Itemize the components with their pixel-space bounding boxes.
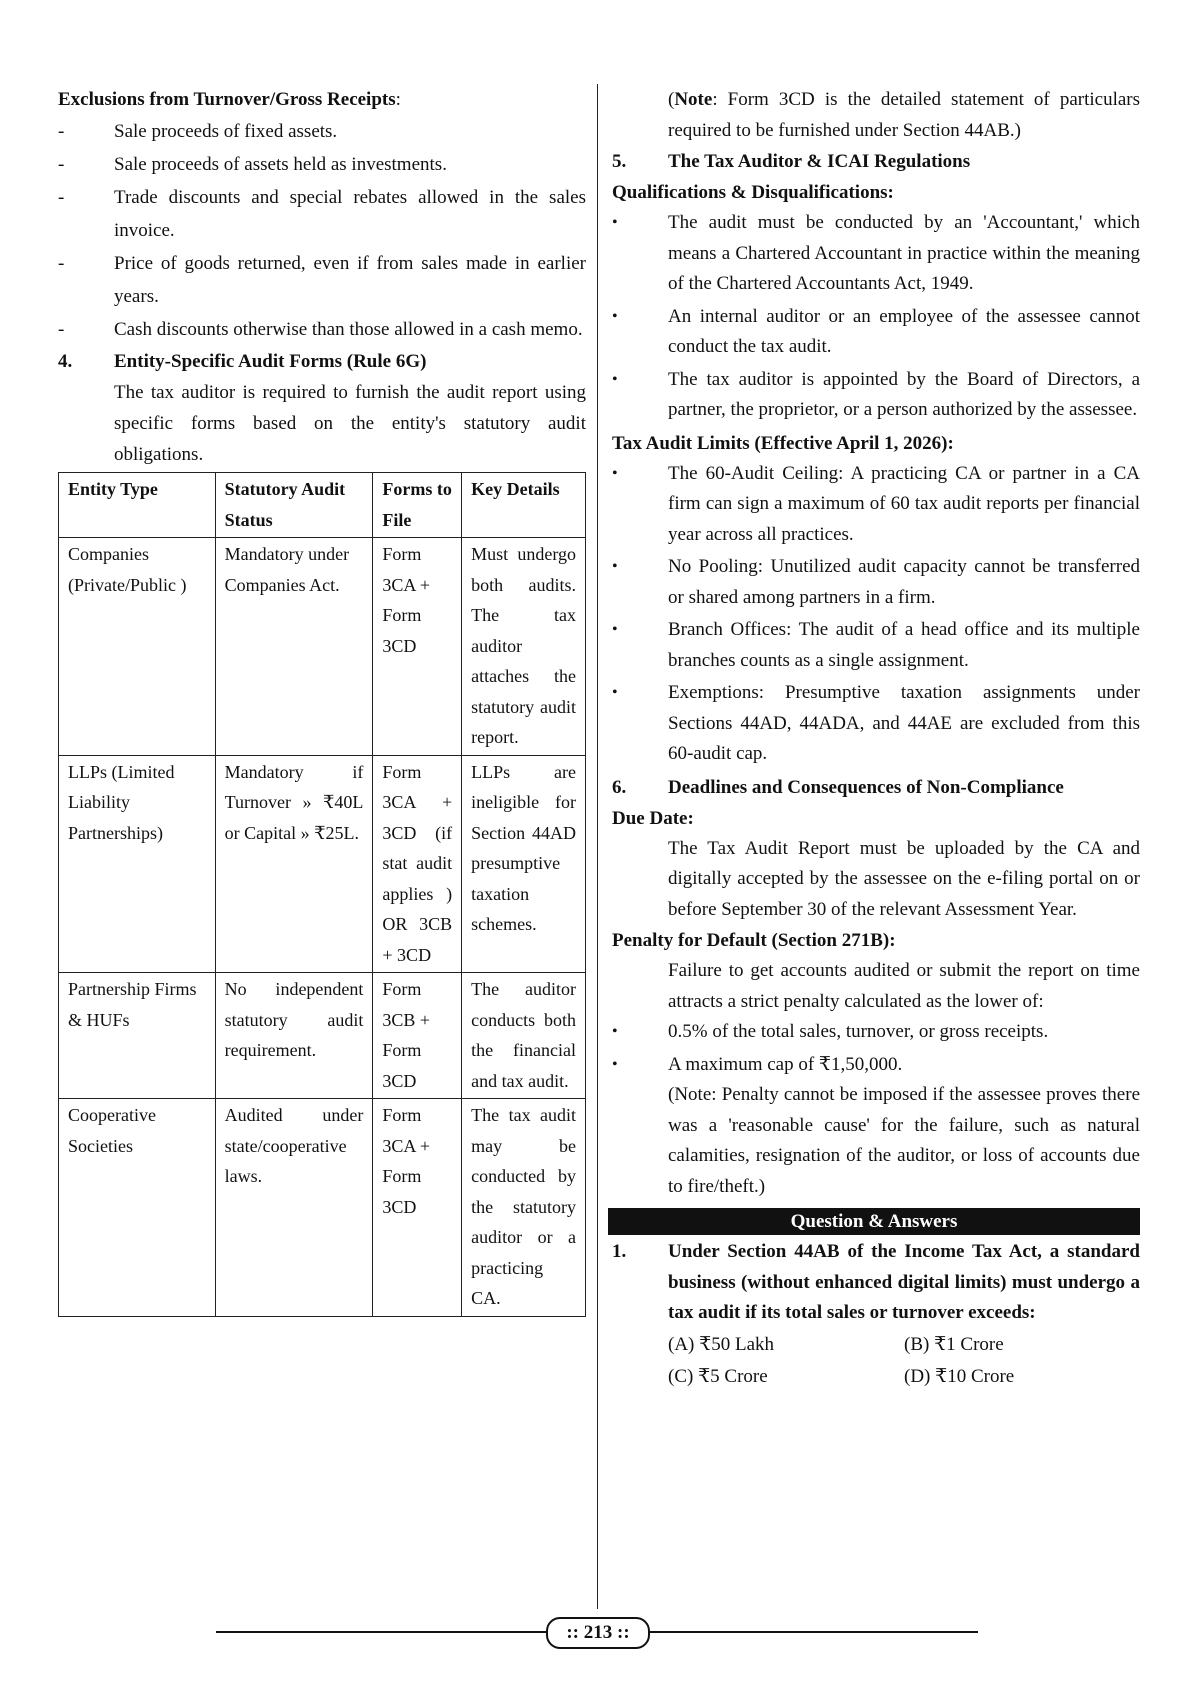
question-1-options-row (612, 1329, 1140, 1361)
dash-marker: - (58, 154, 65, 175)
list-item (612, 208, 1140, 300)
footer-rule-right (648, 1631, 978, 1633)
question-1 (612, 1237, 1140, 1329)
table-header-cell: Key Details (462, 473, 586, 538)
question-1-options-row (612, 1361, 1140, 1393)
tax-audit-limits-heading: Tax Audit Limits (Effective April 1, 2026): (612, 432, 954, 454)
list-item (58, 247, 586, 313)
list-item-text: Sale proceeds of fixed assets. (114, 121, 338, 142)
column-divider (597, 84, 598, 1609)
exclusions-list (58, 115, 586, 346)
bullet-marker: • (612, 370, 618, 388)
qualifications-heading: Qualifications & Disqualifications: (612, 182, 894, 203)
exclusions-colon: : (395, 89, 401, 110)
table-row (59, 755, 586, 973)
table-cell: LLPs (Limited Liability Partnerships) (59, 755, 216, 973)
bullet-marker: • (612, 464, 618, 482)
list-item (58, 181, 586, 247)
table-cell: Cooperative Societies (59, 1099, 216, 1317)
due-date-heading: Due Date: (612, 807, 694, 829)
list-item (612, 552, 1140, 613)
list-item-text: No Pooling: Unutilized audit capacity cannot be transferred or shared among partners in a firm. (668, 556, 1140, 608)
left-column (58, 84, 586, 1317)
dash-marker: - (58, 253, 65, 274)
list-item-text: Exemptions: Presumptive taxation assignments under Sections 44AD, 44ADA, and 44AE are excluded from this 60-audit cap. (668, 682, 1140, 764)
right-column (612, 84, 1140, 1393)
table-header-cell: Entity Type (59, 473, 216, 538)
table-cell: The tax audit may be conducted by the statutory auditor or a practicing CA. (462, 1099, 586, 1317)
table-cell: LLPs are ineligible for Section 44AD presumptive taxation schemes. (462, 755, 586, 973)
bullet-marker: • (612, 558, 618, 575)
table-cell: Form 3CA + Form 3CD (373, 538, 462, 756)
table-cell: Partnership Firms & HUFs (59, 973, 216, 1099)
option-a: (A) ₹50 Lakh (668, 1333, 775, 1355)
list-item-text: A maximum cap of ₹1,50,000. (668, 1053, 903, 1075)
option-b: (B) ₹1 Crore (904, 1333, 1004, 1355)
table-cell: Form 3CB + Form 3CD (373, 973, 462, 1099)
bullet-marker: • (612, 621, 618, 638)
note-label: Note (674, 89, 713, 110)
list-item-text: Cash discounts otherwise than those allowed in a cash memo. (114, 319, 583, 340)
table-header-row (59, 473, 586, 538)
due-date-paragraph: The Tax Audit Report must be uploaded by the CA and digitally accepted by the assessee on the e-filing portal on or before September 30 of the relevant Assessment Year. (668, 837, 1140, 920)
section-4-paragraph: The tax auditor is required to furnish the audit report using specific forms based on the entity's statutory audit obligations. (114, 382, 586, 465)
bullet-marker: • (612, 307, 618, 325)
table-cell: Must undergo both audits. The tax auditor attaches the statutory audit report. (462, 538, 586, 756)
table-row (59, 1099, 586, 1317)
bullet-marker: • (612, 684, 618, 701)
qualifications-list (612, 208, 1140, 426)
list-item-text: The audit must be conducted by an 'Accountant,' which means a Chartered Accountant in practice within the meaning of the Chartered Accountants Act, 1949. (668, 212, 1140, 294)
table-cell: Mandatory if Turnover » ₹40L or Capital » ₹25L. (215, 755, 373, 973)
table-cell: Form 3CA + 3CD (if stat audit applies ) OR 3CB + 3CD (373, 755, 462, 973)
question-answers-banner: Question & Answers (608, 1208, 1140, 1235)
section-number: 6. (612, 776, 627, 798)
section-number: 5. (612, 151, 627, 172)
section-6-heading (612, 772, 1140, 803)
list-item-text: Branch Offices: The audit of a head office and its multiple branches counts as a single assignment. (668, 619, 1140, 671)
section-5-heading (612, 146, 1140, 177)
table-row (59, 538, 586, 756)
list-item (612, 302, 1140, 363)
form-3cd-note: (Note: Form 3CD is the detailed statement of particulars required to be furnished under Section 44AB.) (668, 89, 1140, 141)
footer-rule-left (216, 1631, 546, 1633)
list-item-text: The 60-Audit Ceiling: A practicing CA or partner in a CA firm can sign a maximum of 60 tax audit reports per financial year across all practices. (668, 462, 1140, 545)
list-item-text: Sale proceeds of assets held as investments. (114, 154, 447, 175)
penalty-paragraph: Failure to get accounts audited or submit the report on time attracts a strict penalty calculated as the lower of: (668, 960, 1140, 1012)
dash-marker: - (58, 187, 65, 208)
table-cell: Mandatory under Companies Act. (215, 538, 373, 756)
dash-marker: - (58, 319, 65, 340)
list-item-text: The tax auditor is appointed by the Board of Directors, a partner, the proprietor, or a person authorized by the assessee. (668, 368, 1140, 420)
table-cell: Companies (Private/Public ) (59, 538, 216, 756)
list-item-text: 0.5% of the total sales, turnover, or gross receipts. (668, 1021, 1049, 1042)
penalty-list (612, 1017, 1140, 1080)
section-title: Deadlines and Consequences of Non-Compliance (668, 776, 1064, 798)
exclusions-heading: Exclusions from Turnover/Gross Receipts (58, 89, 396, 110)
table-cell: No independent statutory audit requirement. (215, 973, 373, 1099)
list-item (58, 148, 586, 181)
list-item (612, 459, 1140, 551)
page-number: :: 213 :: (546, 1617, 650, 1649)
penalty-note: (Note: Penalty cannot be imposed if the assessee proves there was a 'reasonable cause' for the failure, such as natural calamities, resignation of the auditor, or loss of accounts due to fire/theft.) (668, 1084, 1140, 1197)
list-item (612, 678, 1140, 770)
list-item-text: Trade discounts and special rebates allowed in the sales invoice. (114, 187, 586, 241)
list-item (612, 365, 1140, 426)
exclusions-heading-line (58, 84, 586, 115)
table-cell: Audited under state/cooperative laws. (215, 1099, 373, 1317)
penalty-heading: Penalty for Default (Section 271B): (612, 930, 896, 951)
table-cell: The auditor conducts both the financial and tax audit. (462, 973, 586, 1099)
table-header-cell: Statutory Audit Status (215, 473, 373, 538)
bullet-marker: • (612, 214, 618, 231)
list-item-text: An internal auditor or an employee of the assessee cannot conduct the tax audit. (668, 305, 1140, 357)
question-number: 1. (612, 1241, 627, 1262)
option-c: (C) ₹5 Crore (668, 1365, 768, 1387)
list-item (612, 1017, 1140, 1048)
table-header-cell: Forms to File (373, 473, 462, 538)
section-title: The Tax Auditor & ICAI Regulations (668, 151, 971, 172)
question-text: Under Section 44AB of the Income Tax Act, a standard business (without enhanced digital limits) must undergo a tax audit if its total sales or turnover exceeds: (668, 1241, 1140, 1323)
bullet-marker: • (612, 1023, 618, 1040)
section-title: Entity-Specific Audit Forms (Rule 6G) (114, 351, 427, 372)
table-cell: Form 3CA + Form 3CD (373, 1099, 462, 1317)
table-row (59, 973, 586, 1099)
section-number: 4. (58, 351, 73, 372)
list-item-text: Price of goods returned, even if from sales made in earlier years. (114, 253, 586, 307)
list-item (612, 615, 1140, 676)
bullet-marker: • (612, 1055, 618, 1073)
option-d: (D) ₹10 Crore (904, 1365, 1015, 1387)
dash-marker: - (58, 121, 65, 142)
list-item (612, 1050, 1140, 1081)
section-4-heading (58, 346, 586, 377)
entity-audit-table (58, 472, 586, 1317)
list-item (58, 313, 586, 346)
list-item (58, 115, 586, 148)
tax-audit-limits-list (612, 459, 1140, 770)
